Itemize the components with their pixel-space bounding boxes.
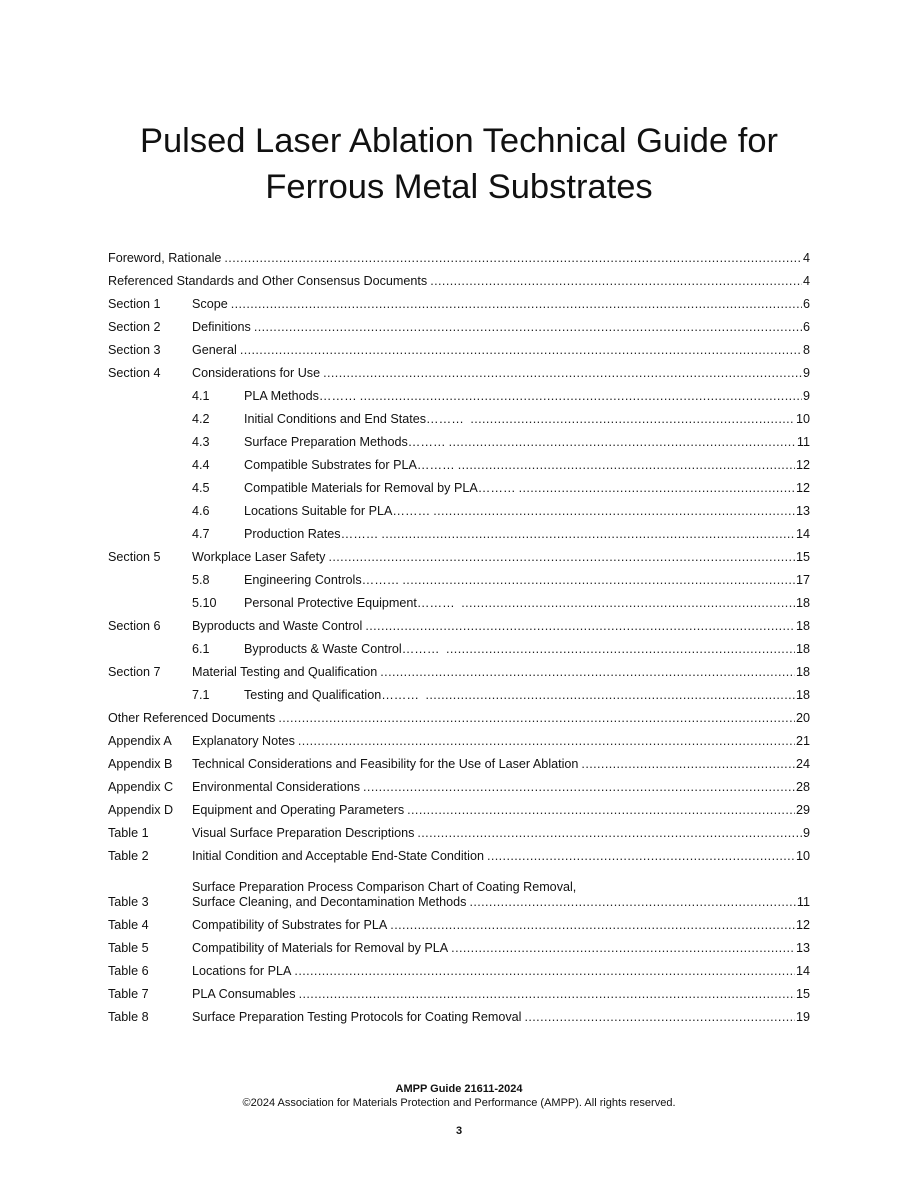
dot-leader: [581, 757, 795, 772]
dot-leader: [224, 251, 802, 266]
page-number: 3: [455, 1125, 463, 1137]
toc-entry-body: [192, 826, 803, 841]
toc-entry-label: Section 7: [108, 665, 161, 679]
toc-entry-page: 12: [795, 458, 810, 472]
table-of-contents: [108, 243, 810, 1025]
toc-entry-title: Other Referenced Documents: [108, 711, 276, 725]
dot-leader: [360, 389, 802, 404]
toc-entry-label: Table 6: [108, 964, 149, 978]
toc-entry-page: 14: [795, 964, 810, 978]
toc-entry[interactable]: [108, 841, 810, 864]
toc-entry-title: Visual Surface Preparation Descriptions: [192, 826, 415, 840]
toc-entry[interactable]: [108, 335, 810, 358]
toc-entry-body: [192, 550, 796, 565]
toc-entry-title: Compatibility of Materials for Removal by PLA: [192, 941, 449, 955]
toc-entry-label: Table 5: [108, 941, 149, 955]
dot-leader: [451, 941, 795, 956]
toc-entry-body: [192, 435, 797, 450]
toc-entry-number: 4.5: [192, 481, 210, 495]
toc-entry-label: Appendix D: [108, 803, 174, 817]
toc-entry-label: Section 6: [108, 619, 161, 633]
toc-entry-body: [108, 251, 803, 266]
dot-leader: [426, 688, 795, 703]
toc-entry-label: Section 2: [108, 320, 161, 334]
toc-entry[interactable]: [108, 565, 810, 588]
toc-entry-page: 14: [795, 527, 810, 541]
toc-entry-page: 9: [802, 366, 810, 380]
dot-leader: [380, 665, 795, 680]
document-title: [0, 118, 918, 210]
toc-entry-title: PLA Consumables: [192, 987, 296, 1001]
dot-leader: [402, 573, 795, 588]
toc-entry-title: Byproducts & Waste Control………: [244, 642, 443, 656]
toc-entry-body: [192, 389, 803, 404]
toc-entry[interactable]: [108, 289, 810, 312]
toc-entry-number: 4.7: [192, 527, 210, 541]
dot-leader: [298, 734, 795, 749]
toc-entry-title: Compatible Materials for Removal by PLA………: [244, 481, 516, 495]
title-line-1: Pulsed Laser Ablation Technical Guide for: [139, 122, 778, 160]
toc-entry-number: 6.1: [192, 642, 210, 656]
toc-entry[interactable]: [108, 1002, 810, 1025]
toc-entry[interactable]: [108, 772, 810, 795]
toc-entry-page: 13: [795, 941, 810, 955]
toc-entry-body: [192, 1010, 796, 1025]
toc-entry-page: 20: [795, 711, 810, 725]
dot-leader: [294, 964, 795, 979]
toc-entry-page: 11: [796, 435, 810, 449]
toc-entry-body: [192, 343, 803, 358]
toc-entry-title: Technical Considerations and Feasibility for the Use of Laser Ablation: [192, 757, 579, 771]
toc-entry[interactable]: [108, 657, 810, 680]
dot-leader: [299, 987, 795, 1002]
dot-leader: [328, 550, 795, 565]
toc-entry[interactable]: [108, 496, 810, 519]
toc-entry-body: [192, 734, 796, 749]
dot-leader: [430, 274, 802, 289]
toc-entry-title: Equipment and Operating Parameters: [192, 803, 405, 817]
dot-leader: [449, 435, 796, 450]
toc-entry[interactable]: [108, 427, 810, 450]
toc-entry-title: General: [192, 343, 237, 357]
toc-entry-number: 5.10: [192, 596, 217, 610]
toc-entry-body: [108, 274, 803, 289]
toc-entry-body: [192, 757, 796, 772]
toc-entry-body: [108, 711, 796, 726]
toc-entry-title: PLA Methods………: [244, 389, 357, 403]
toc-entry-title: Environmental Considerations: [192, 780, 361, 794]
dot-leader: [231, 297, 802, 312]
toc-entry-label: Section 5: [108, 550, 161, 564]
toc-entry-body: [192, 596, 796, 611]
dot-leader: [446, 642, 795, 657]
toc-entry[interactable]: [108, 933, 810, 956]
toc-entry-body: [192, 665, 796, 680]
toc-entry-body: [192, 297, 803, 312]
toc-entry-label: Appendix C: [108, 780, 174, 794]
dot-leader: [390, 918, 795, 933]
toc-entry-title: Surface Preparation Testing Protocols for Coating Removal: [192, 1010, 522, 1024]
toc-entry-number: 4.2: [192, 412, 210, 426]
toc-entry-page: 9: [802, 389, 810, 403]
toc-entry-label: Section 1: [108, 297, 161, 311]
toc-entry-page: 10: [795, 849, 810, 863]
toc-entry-body: [192, 803, 796, 818]
toc-entry-body: [192, 573, 796, 588]
toc-entry-number: 4.4: [192, 458, 210, 472]
dot-leader: [363, 780, 795, 795]
toc-entry-page: 12: [795, 918, 810, 932]
toc-entry-number: 4.6: [192, 504, 210, 518]
toc-entry-page: 12: [795, 481, 810, 495]
toc-entry-page: 28: [795, 780, 810, 794]
toc-entry[interactable]: [108, 864, 810, 910]
toc-entry-title: Scope: [192, 297, 228, 311]
toc-entry-page: 15: [795, 987, 810, 1001]
dot-leader: [519, 481, 795, 496]
toc-entry[interactable]: [108, 542, 810, 565]
toc-entry-title: Considerations for Use: [192, 366, 321, 380]
toc-entry[interactable]: [108, 726, 810, 749]
toc-entry-page: 4: [802, 251, 810, 265]
toc-entry-page: 18: [795, 596, 810, 610]
dot-leader: [417, 826, 802, 841]
dot-leader: [458, 458, 795, 473]
toc-entry-body: [192, 688, 796, 703]
toc-entry-page: 29: [795, 803, 810, 817]
toc-entry[interactable]: [108, 795, 810, 818]
toc-entry-body: [192, 412, 796, 427]
toc-entry[interactable]: [108, 519, 810, 542]
toc-entry-body: [192, 780, 796, 795]
toc-entry[interactable]: [108, 266, 810, 289]
toc-entry[interactable]: [108, 634, 810, 657]
toc-entry[interactable]: [108, 404, 810, 427]
toc-entry-body: [192, 987, 796, 1002]
toc-entry-page: 24: [795, 757, 810, 771]
toc-entry-body: [192, 849, 796, 864]
toc-entry-title: Workplace Laser Safety: [192, 550, 326, 564]
toc-entry[interactable]: [108, 956, 810, 979]
title-line-2: Ferrous Metal Substrates: [265, 168, 653, 206]
toc-entry-page: 17: [795, 573, 810, 587]
toc-entry-label: Table 2: [108, 849, 149, 863]
toc-entry-title: Surface Preparation Methods………: [244, 435, 446, 449]
toc-entry-page: 8: [802, 343, 810, 357]
toc-entry-page: 21: [795, 734, 810, 748]
toc-entry[interactable]: [108, 979, 810, 1002]
toc-entry-body: [192, 320, 803, 335]
toc-entry[interactable]: [108, 818, 810, 841]
toc-entry-body: [192, 481, 796, 496]
toc-entry-title: Initial Conditions and End States………: [244, 412, 468, 426]
toc-entry-label: Appendix A: [108, 734, 172, 748]
toc-entry-title: Surface Preparation Process Comparison Chart of Coating Removal,: [192, 880, 577, 894]
toc-entry[interactable]: [108, 680, 810, 703]
toc-entry-number: 7.1: [192, 688, 210, 702]
dot-leader: [254, 320, 802, 335]
toc-entry-body: [192, 619, 796, 634]
toc-entry[interactable]: [108, 611, 810, 634]
toc-entry-page: 18: [795, 642, 810, 656]
toc-entry-label: Section 4: [108, 366, 161, 380]
toc-entry-title: Engineering Controls………: [244, 573, 400, 587]
toc-entry-body: [192, 880, 797, 910]
toc-entry-page: 6: [802, 320, 810, 334]
dot-leader: [461, 596, 795, 611]
footer-copyright: ©2024 Association for Materials Protection and Performance (AMPP). All rights reserved.: [242, 1097, 676, 1109]
toc-entry-title: Definitions: [192, 320, 251, 334]
toc-entry-page: 18: [795, 665, 810, 679]
toc-entry-label: Table 4: [108, 918, 149, 932]
toc-entry-label: Table 3: [108, 895, 149, 909]
dot-leader: [407, 803, 795, 818]
toc-entry-title: Locations Suitable for PLA………: [244, 504, 431, 518]
dot-leader: [240, 343, 802, 358]
dot-leader: [470, 412, 795, 427]
dot-leader: [487, 849, 795, 864]
dot-leader: [365, 619, 795, 634]
toc-entry-body: [192, 964, 796, 979]
toc-entry-body: [192, 941, 796, 956]
toc-entry-title: Testing and Qualification………: [244, 688, 423, 702]
toc-entry-title-continued: Surface Cleaning, and Decontamination Methods: [192, 895, 467, 909]
toc-entry-body: [192, 366, 803, 381]
toc-entry[interactable]: [108, 703, 810, 726]
toc-entry-title: Compatibility of Substrates for PLA: [192, 918, 388, 932]
toc-entry[interactable]: [108, 588, 810, 611]
toc-entry[interactable]: [108, 243, 810, 266]
toc-entry-title: Referenced Standards and Other Consensus Documents: [108, 274, 428, 288]
toc-entry-label: Table 1: [108, 826, 149, 840]
toc-entry-title: Byproducts and Waste Control: [192, 619, 363, 633]
toc-entry[interactable]: [108, 450, 810, 473]
toc-entry[interactable]: [108, 358, 810, 381]
toc-entry-page: 10: [795, 412, 810, 426]
dot-leader: [433, 504, 795, 519]
toc-entry-page: 13: [795, 504, 810, 518]
toc-entry-title: Production Rates………: [244, 527, 379, 541]
toc-entry-label: Table 7: [108, 987, 149, 1001]
toc-entry[interactable]: [108, 312, 810, 335]
toc-entry-number: 4.3: [192, 435, 210, 449]
toc-entry-number: 5.8: [192, 573, 210, 587]
toc-entry-page: 19: [795, 1010, 810, 1024]
toc-entry-page: 18: [795, 619, 810, 633]
toc-entry[interactable]: [108, 749, 810, 772]
toc-entry-title: Locations for PLA: [192, 964, 292, 978]
toc-entry-title: Foreword, Rationale: [108, 251, 222, 265]
toc-entry-title: Material Testing and Qualification: [192, 665, 378, 679]
toc-entry-label: Table 8: [108, 1010, 149, 1024]
dot-leader: [278, 711, 795, 726]
dot-leader: [323, 366, 802, 381]
dot-leader: [381, 527, 795, 542]
toc-entry-body: [192, 527, 796, 542]
toc-entry-page: 18: [795, 688, 810, 702]
toc-entry[interactable]: [108, 381, 810, 404]
toc-entry-body: [192, 642, 796, 657]
toc-entry-title: Initial Condition and Acceptable End-State Condition: [192, 849, 484, 863]
toc-entry-page: 9: [802, 826, 810, 840]
toc-entry-body: [192, 458, 796, 473]
toc-entry-title: Personal Protective Equipment………: [244, 596, 459, 610]
footer-standard-id: AMPP Guide 21611-2024: [395, 1083, 523, 1095]
toc-entry-body: [192, 504, 796, 519]
toc-entry-title: Compatible Substrates for PLA………: [244, 458, 455, 472]
toc-entry-number: 4.1: [192, 389, 210, 403]
toc-entry-body: [192, 918, 796, 933]
toc-entry-label: Appendix B: [108, 757, 173, 771]
toc-entry-page: 11: [796, 895, 810, 909]
toc-entry-page: 4: [802, 274, 810, 288]
toc-entry-page: 15: [795, 550, 810, 564]
toc-entry[interactable]: [108, 473, 810, 496]
dot-leader: [469, 895, 796, 910]
dot-leader: [524, 1010, 795, 1025]
toc-entry[interactable]: [108, 910, 810, 933]
toc-entry-page: 6: [802, 297, 810, 311]
toc-entry-label: Section 3: [108, 343, 161, 357]
toc-entry-title: Explanatory Notes: [192, 734, 295, 748]
